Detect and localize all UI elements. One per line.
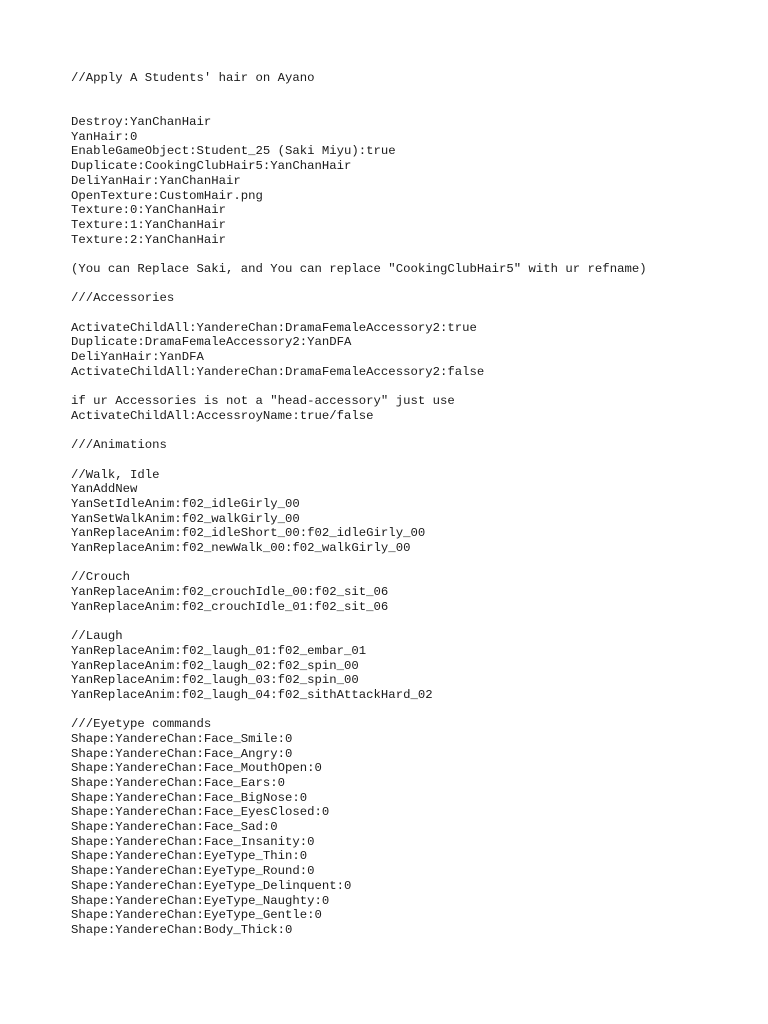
document-title: //Apply A Students' hair on Ayano [71,71,315,85]
spacer [71,277,751,292]
accessories-heading: ///Accessories [71,291,175,306]
code-line: Shape:YandereChan:Face_Smile:0 [71,731,293,746]
code-line: Shape:YandereChan:Face_BigNose:0 [71,790,308,805]
code-line: Duplicate:DramaFemaleAccessory2:YanDFA [71,335,352,350]
code-line: //Crouch [71,570,131,585]
spacer [71,453,751,468]
code-line: Shape:YandereChan:Face_Sad:0 [71,820,278,835]
code-line: OpenTexture:CustomHair.png [71,188,263,203]
spacer [71,306,751,321]
spacer [71,614,751,629]
hair-section [71,115,751,247]
code-line: DeliYanHair:YanDFA [71,350,204,365]
spacer [71,86,751,115]
note-line: ActivateChildAll:AccessroyName:true/false [71,408,374,423]
code-line: Shape:YandereChan:EyeType_Delinquent:0 [71,878,352,893]
spacer [71,703,751,718]
code-line: YanReplaceAnim:f02_idleShort_00:f02_idleGirly_00 [71,526,426,541]
crouch-section [71,570,751,614]
code-line: Texture:0:YanChanHair [71,203,226,218]
spacer [71,424,751,439]
note-line: if ur Accessories is not a "head-accessory" just use [71,394,455,409]
code-line: EnableGameObject:Student_25 (Saki Miyu):true [71,144,396,159]
code-line: YanReplaceAnim:f02_crouchIdle_00:f02_sit_06 [71,585,389,600]
code-line: YanReplaceAnim:f02_laugh_01:f02_embar_01 [71,643,367,658]
code-line: YanSetIdleAnim:f02_idleGirly_00 [71,496,300,511]
code-line: YanReplaceAnim:f02_laugh_04:f02_sithAttackHard_02 [71,687,433,702]
eyetype-section [71,717,751,937]
code-line: ActivateChildAll:YandereChan:DramaFemaleAccessory2:true [71,320,477,335]
code-line: //Walk, Idle [71,467,160,482]
accessories-note [71,394,751,423]
code-line: YanReplaceAnim:f02_laugh_02:f02_spin_00 [71,658,359,673]
accessories-section [71,321,751,380]
code-line: Texture:2:YanChanHair [71,232,226,247]
hair-note: (You can Replace Saki, and You can replace "CookingClubHair5" with ur refname) [71,261,647,276]
walk-idle-section [71,468,751,556]
code-line: Destroy:YanChanHair [71,115,212,130]
code-line: Shape:YandereChan:EyeType_Thin:0 [71,849,308,864]
code-line: Shape:YandereChan:Body_Thick:0 [71,922,293,937]
code-line: Texture:1:YanChanHair [71,217,226,232]
code-line: DeliYanHair:YanChanHair [71,173,241,188]
code-line: Duplicate:CookingClubHair5:YanChanHair [71,159,352,174]
spacer [71,556,751,571]
document-page [71,71,751,938]
laugh-section [71,629,751,702]
spacer [71,247,751,262]
code-line: ActivateChildAll:YandereChan:DramaFemaleAccessory2:false [71,364,485,379]
spacer [71,379,751,394]
code-line: Shape:YandereChan:Face_EyesClosed:0 [71,805,330,820]
code-line: Shape:YandereChan:Face_Angry:0 [71,746,293,761]
code-line: Shape:YandereChan:EyeType_Naughty:0 [71,893,330,908]
code-line: Shape:YandereChan:Face_MouthOpen:0 [71,761,322,776]
animations-heading: ///Animations [71,438,167,453]
code-line: YanReplaceAnim:f02_newWalk_00:f02_walkGirly_00 [71,541,411,556]
code-line: YanSetWalkAnim:f02_walkGirly_00 [71,511,300,526]
code-line: YanHair:0 [71,129,138,144]
code-line: Shape:YandereChan:Face_Ears:0 [71,776,286,791]
code-line: YanAddNew [71,482,138,497]
code-line: YanReplaceAnim:f02_laugh_03:f02_spin_00 [71,673,359,688]
code-line: Shape:YandereChan:Face_Insanity:0 [71,834,315,849]
code-line: //Laugh [71,629,123,644]
code-line: ///Eyetype commands [71,717,212,732]
code-line: YanReplaceAnim:f02_crouchIdle_01:f02_sit_06 [71,599,389,614]
code-line: Shape:YandereChan:EyeType_Gentle:0 [71,908,322,923]
code-line: Shape:YandereChan:EyeType_Round:0 [71,864,315,879]
